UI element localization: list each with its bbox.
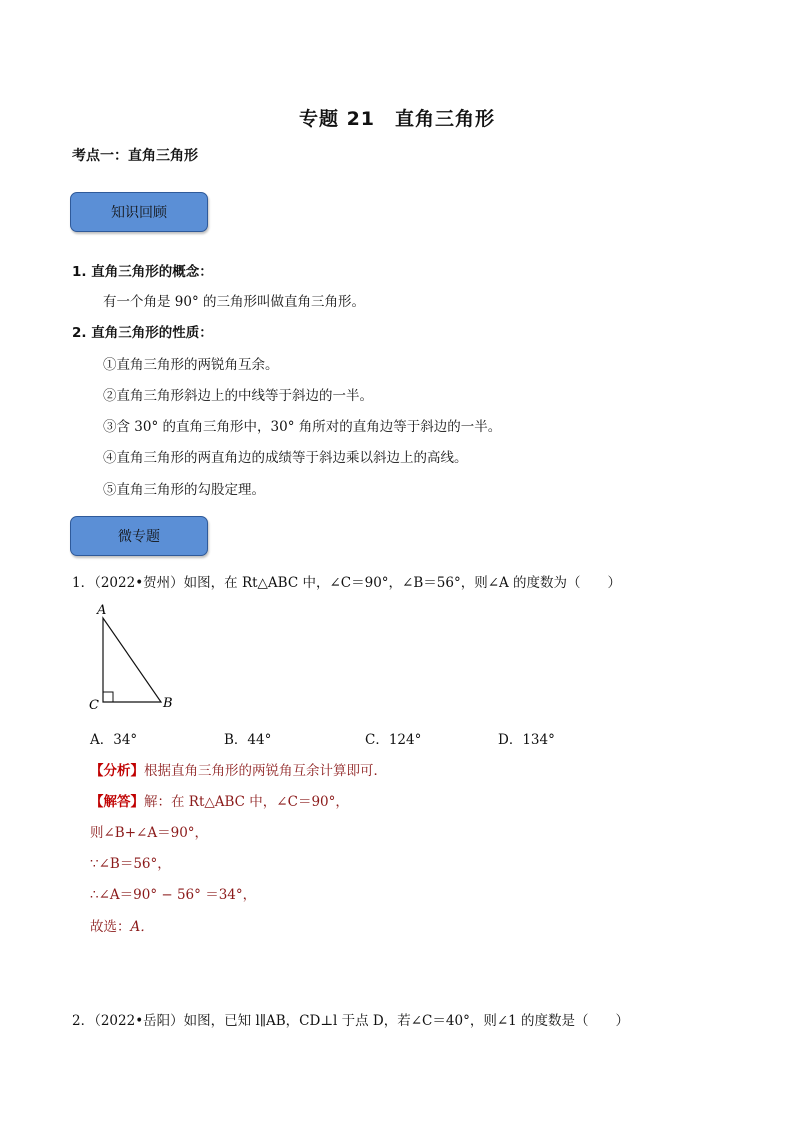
vertex-label-c: C [89,698,99,713]
solution-step: ∵∠B＝56°， [90,856,171,872]
analysis-tag: 【分析】 [90,763,144,779]
property-item: ⑤直角三角形的勾股定理。 [103,482,265,498]
solution-step: ∴∠A＝90° − 56° ＝34°， [90,887,257,903]
option-d[interactable]: D．134° [498,732,555,748]
vertex-label-b: B [163,696,173,711]
knowledge-review-button[interactable]: 知识回顾 [70,192,208,232]
final-choice-prefix: 故选： [90,919,131,935]
question-2-stem: 2．（2022•岳阳）如图，已知 l∥AB，CD⊥l 于点 D，若∠C＝40°，则∠1 的度数是（ ） [72,1013,630,1029]
option-a[interactable]: A．34° [90,732,138,748]
property-item: ②直角三角形斜边上的中线等于斜边的一半。 [103,388,373,404]
concept-heading: 1. 直角三角形的概念： [72,264,213,280]
analysis-text: 根据直角三角形的两锐角互余计算即可． [144,763,387,779]
property-item: ④直角三角形的两直角边的成绩等于斜边乘以斜边上的高线。 [103,450,468,466]
property-item: ③含 30° 的直角三角形中，30° 角所对的直角边等于斜边的一半。 [103,419,502,435]
triangle-shape [103,618,161,702]
solution-step: 则∠B+∠A＝90°， [90,825,209,841]
property-heading: 2. 直角三角形的性质： [72,325,213,341]
micro-topic-button[interactable]: 微专题 [70,516,208,556]
final-choice-value: A． [130,919,154,935]
option-b[interactable]: B．44° [224,732,272,748]
page-title: 专题 21 直角三角形 [298,108,496,130]
answer-tag: 【解答】 [90,794,144,810]
right-angle-mark [103,692,113,702]
property-item: ①直角三角形的两锐角互余。 [103,357,279,373]
vertex-label-a: A [97,603,107,618]
question-1-stem: 1．（2022•贺州）如图，在 Rt△ABC 中，∠C＝90°，∠B＝56°，则∠A 的度数为（ ） [72,575,622,591]
section-heading: 考点一：直角三角形 [72,148,198,164]
final-choice [90,915,154,935]
triangle-abc-figure [86,598,186,713]
answer-text: 解：在 Rt△ABC 中，∠C＝90°， [144,794,349,810]
answer-line [90,790,349,810]
analysis-line [90,759,387,779]
concept-body: 有一个角是 90° 的三角形叫做直角三角形。 [103,294,366,310]
option-c[interactable]: C．124° [365,732,422,748]
